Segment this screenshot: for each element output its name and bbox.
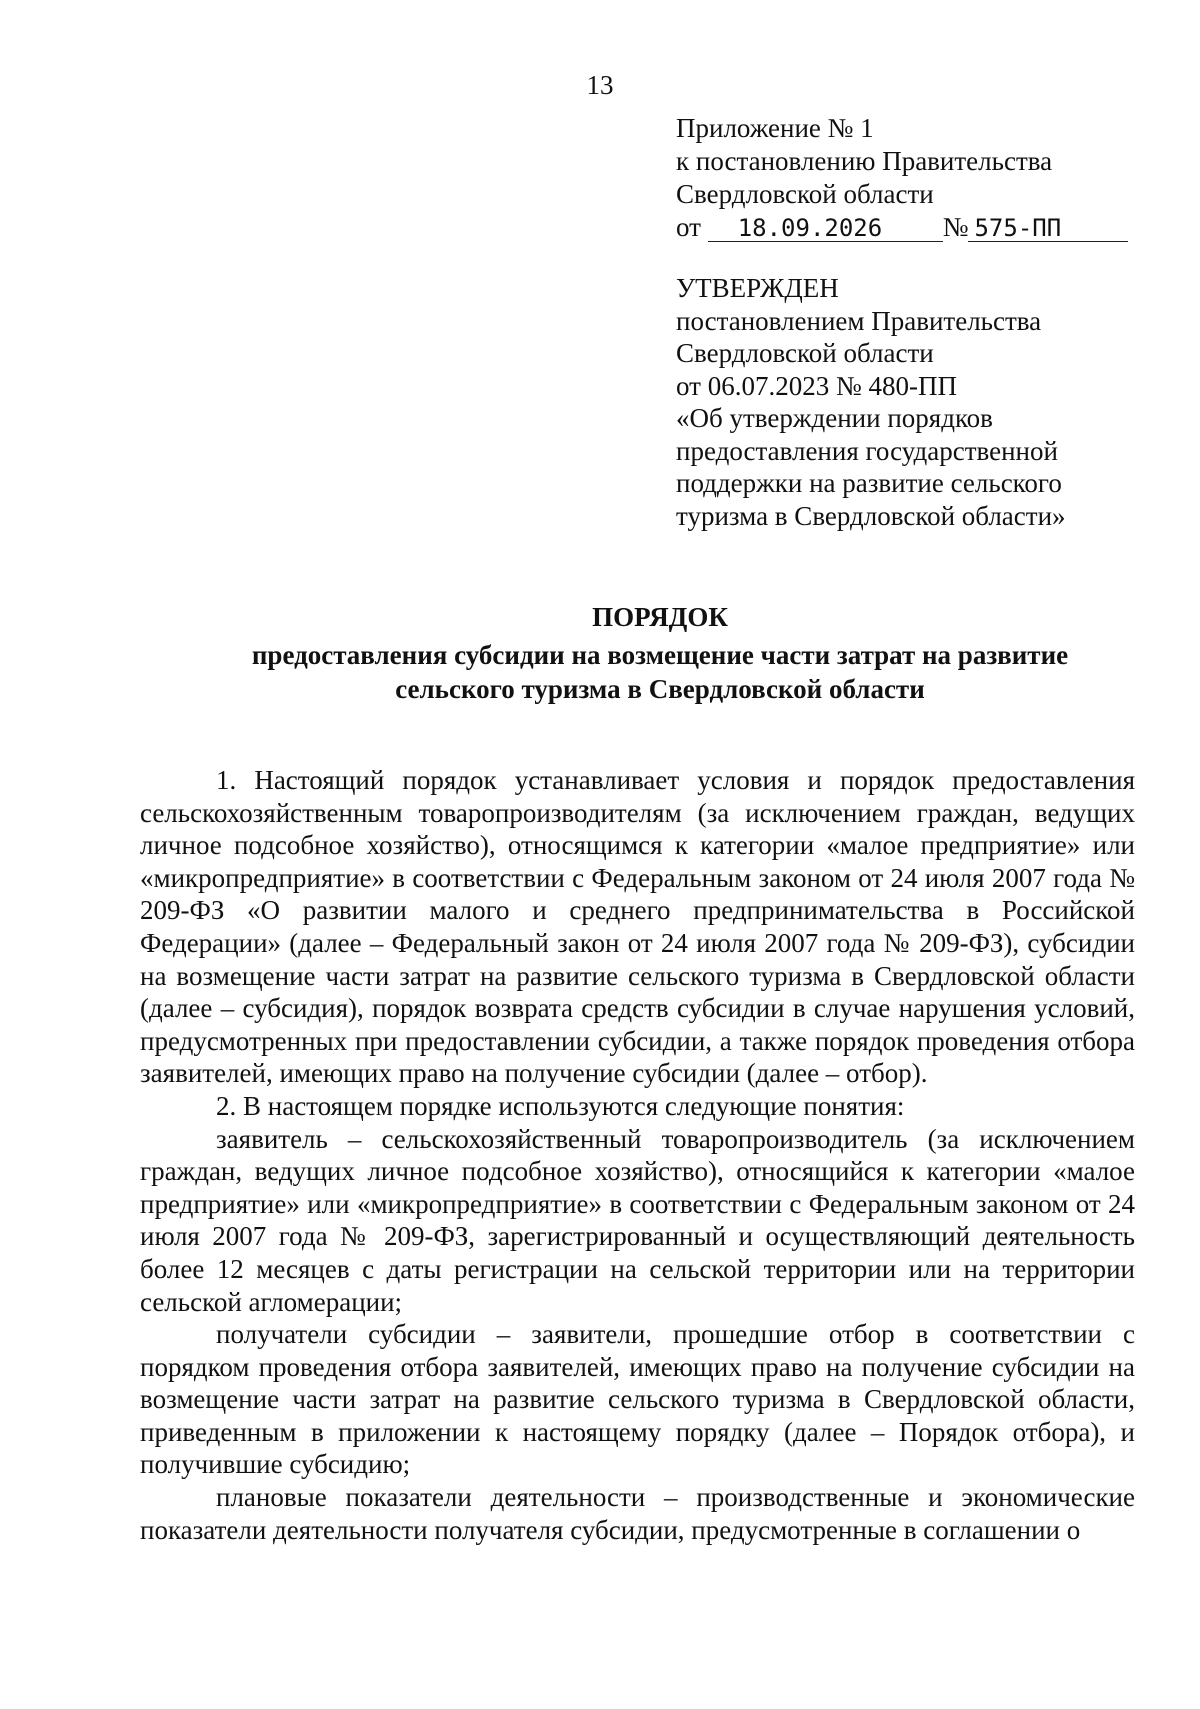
annex-from-label: от: [676, 212, 701, 242]
annex-number-label: №: [942, 212, 969, 242]
paragraph-1: 1. Настоящий порядок устанавливает условия и порядок предоставления сельскохозяйственным товаропроизводителям (за исключением граждан, ведущих личное подсобное хозяйство), относящимся к категории «малое предприятие» или «микропредприятие» в соответствии с Федеральным законом от 24 июля 2007 года № 209-ФЗ «О развитии малого и среднего предпринимательства в Российской Федерации» (далее – Федеральный закон от 24 июля 2007 года № 209-ФЗ), субсидии на возмещение части затрат на развитие сельского туризма в Свердловской области (далее – субсидия), порядок возврата средств субсидии в случае нарушения условий, предусмотренных при предоставлении субсидии, а также порядок проведения отбора заявителей, имеющих право на получение субсидии (далее – отбор).: [140, 765, 1135, 1089]
annex-block: [676, 112, 1128, 244]
definition-recipients: получатели субсидии – заявители, прошедшие отбор в соответствии с порядком проведения отбора заявителей, имеющих право на получение субсидии на возмещение части затрат на развитие сельского туризма в Свердловской области, приведенным в приложении к настоящему порядку (далее – Порядок отбора), и получившие субсидию;: [140, 1319, 1135, 1480]
annex-date: 18.09.2026: [708, 215, 943, 242]
approved-line: Свердловской области: [676, 338, 934, 368]
annex-line-3: Свердловской области: [676, 179, 934, 209]
approved-line: «Об утверждении порядков: [676, 403, 993, 433]
paragraph-2: 2. В настоящем порядке используются следующие понятия:: [216, 1090, 905, 1121]
approved-heading: УТВЕРЖДЕН: [676, 273, 839, 303]
annex-date-line: [676, 211, 1128, 244]
title-subtitle-line-1: предоставления субсидии на возмещение части затрат на развитие: [251, 640, 1069, 670]
definition-applicant: заявитель – сельскохозяйственный товаропроизводитель (за исключением граждан, ведущих личное подсобное хозяйство), относящийся к категории «малое предприятие» или «микропредприятие» в соответствии с Федеральным законом от 24 июля 2007 года № 209-ФЗ, зарегистрированный и осуществляющий деятельность более 12 месяцев с даты регистрации на сельской территории или на территории сельской агломерации;: [140, 1123, 1135, 1317]
definition-planned-indicators: плановые показатели деятельности – производственные и экономические показатели деятельности получателя субсидии, предусмотренные в соглашении о: [140, 1482, 1135, 1545]
document-body: [140, 764, 1135, 1546]
approved-line: от 06.07.2023 № 480-ПП: [676, 370, 957, 401]
approved-line: поддержки на развитие сельского: [676, 468, 1062, 498]
approved-block: [676, 272, 1066, 532]
document-title: [140, 600, 1180, 706]
page-number: 13: [586, 70, 614, 100]
approved-line: предоставления государственной: [676, 435, 1058, 466]
title-main: ПОРЯДОК: [592, 602, 728, 632]
approved-line: постановлением Правительства: [676, 305, 1042, 336]
annex-line-2: к постановлению Правительства: [676, 146, 1053, 176]
annex-line-1: Приложение № 1: [676, 113, 874, 143]
annex-number: 575-ПП: [968, 215, 1128, 242]
approved-line: туризма в Свердловской области»: [676, 500, 1066, 531]
title-subtitle-line-2: сельского туризма в Свердловской области: [395, 674, 925, 704]
